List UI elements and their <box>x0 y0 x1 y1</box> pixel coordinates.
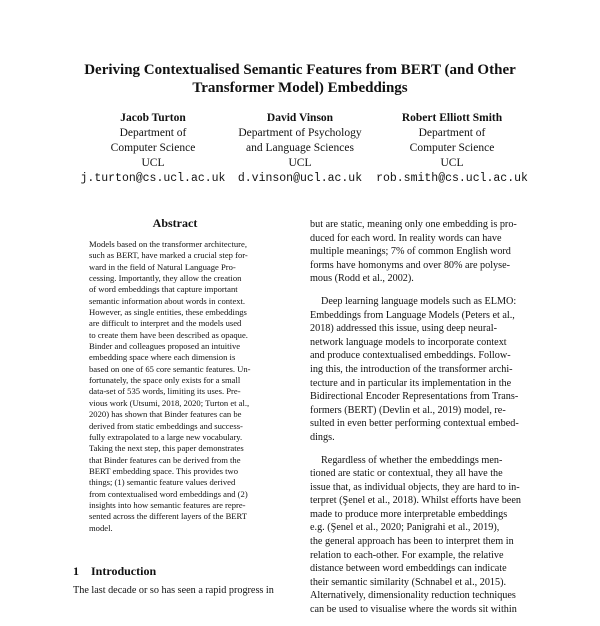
body-line: Deep learning language models such as ELMO: <box>321 295 517 307</box>
abstract-line: cessing. Importantly, they allow the creation <box>89 273 242 284</box>
body-line: e.g. (Şenel et al., 2020; Panigrahi et al., 2019), <box>310 522 500 534</box>
author-affiliation: Department of <box>119 127 187 139</box>
abstract-line: BERT embedding space. This provides two <box>89 465 239 476</box>
abstract-line: vious work (Utsumi, 2018, 2020; Turton et al., <box>89 397 250 408</box>
abstract-line: fully extrapolated to a large new vocabulary. <box>89 431 243 442</box>
abstract-line: model. <box>89 522 113 533</box>
body-line: ing this, the introduction of the transformer archi- <box>310 363 513 375</box>
paragraph <box>310 295 538 445</box>
abstract-line: 2020) has shown that Binder features can be <box>89 409 242 420</box>
body-line: distance between word embeddings can indicate <box>310 563 507 575</box>
abstract-heading: Abstract <box>152 216 198 230</box>
body-line: dings. <box>310 431 335 443</box>
body-line: made to produce more interpretable embeddings <box>310 508 508 520</box>
section-heading <box>73 564 273 578</box>
abstract-line: Binder and colleagues proposed an intuitive <box>89 341 241 352</box>
abstract-line: that Binder features can be derived from the <box>89 454 241 465</box>
body-line: terpret (Şenel et al., 2018). Whilst efforts have been <box>310 495 521 507</box>
author-name: Jacob Turton <box>120 112 186 124</box>
abstract-line: Taking the next step, this paper demonstrates <box>89 443 244 454</box>
abstract-body <box>89 239 279 534</box>
author-block <box>357 111 547 186</box>
body-line: Bidirectional Encoder Representations from Trans- <box>310 391 519 403</box>
body-line: and produce contextualised embeddings. Follow- <box>310 350 511 362</box>
body-line: tecture and in particular its implementation in the <box>310 377 512 389</box>
author-affiliation: Department of Psychology <box>238 127 362 139</box>
paragraph <box>310 454 538 617</box>
title-line: Deriving Contextualised Semantic Features from BERT (and Other <box>84 62 516 78</box>
abstract-line: to create them have been described as opaque. <box>89 329 248 340</box>
author-affiliation: UCL <box>141 157 165 169</box>
body-line: Regardless of whether the embeddings men- <box>321 454 503 466</box>
right-column-text <box>310 218 538 626</box>
abstract-line: things; (1) semantic feature values derived <box>89 477 236 488</box>
abstract-line: embedding space where each dimension is <box>89 352 236 363</box>
body-line: sulted in even better performing contextual embed- <box>310 418 519 430</box>
paper-title <box>70 61 530 97</box>
author-affiliation: and Language Sciences <box>246 142 354 154</box>
body-line: tioned are static or contextual, they all have the <box>310 468 503 480</box>
author-name: David Vinson <box>266 112 334 124</box>
body-line: Embeddings from Language Models (Peters et al., <box>310 309 515 321</box>
body-line: formers (BERT) (Devlin et al., 2019) model, re- <box>310 404 506 416</box>
author-affiliation: UCL <box>440 157 464 169</box>
author-email[interactable]: j.turton@cs.ucl.ac.uk <box>80 172 226 185</box>
body-line: duced for each word. In reality words can have <box>310 232 502 244</box>
body-line: but are static, meaning only one embedding is pro- <box>310 219 517 230</box>
author-affiliation: Computer Science <box>110 142 196 154</box>
author-affiliation: UCL <box>288 157 312 169</box>
author-email[interactable]: d.vinson@ucl.ac.uk <box>237 172 363 185</box>
body-line: Alternatively, dimensionality reduction techniques <box>310 590 516 602</box>
body-line: relation to each-other. For example, the relative <box>310 549 504 561</box>
abstract-line: are difficult to interpret and the models used <box>89 318 242 329</box>
body-line: can be used to visualise where the words sit within <box>310 604 517 616</box>
abstract-line: ward in the field of Natural Language Pro- <box>89 261 236 272</box>
abstract-line: based on one of 65 core semantic features. Un- <box>89 363 251 374</box>
body-line: mous (Rodd et al., 2002). <box>310 273 414 285</box>
body-line: issue that, as individual objects, they are hard to in- <box>310 481 520 493</box>
abstract-line: However, as single entities, these embeddings <box>89 307 247 318</box>
abstract-line: Models based on the transformer architecture, <box>89 239 247 249</box>
abstract-line: data-set of 535 words, limiting its uses. Pre- <box>89 386 241 397</box>
section-number: 1 <box>73 564 79 578</box>
author-affiliation: Computer Science <box>409 142 495 154</box>
body-line: network language models to incorporate context <box>310 336 507 348</box>
body-line: their semantic similarity (Schnabel et al., 2015). <box>310 576 507 588</box>
abstract-line: sented across the different layers of the BERT <box>89 511 248 522</box>
body-line: The last decade or so has seen a rapid progress in <box>73 585 274 596</box>
body-line: the general approach has been to interpret them in <box>310 536 514 548</box>
body-line: 2018) addressed this issue, using deep neural- <box>310 323 498 335</box>
abstract-line: semantic information about words in context. <box>89 295 246 306</box>
body-line: multiple meanings; 7% of common English word <box>310 246 511 258</box>
author-name: Robert Elliott Smith <box>401 112 503 124</box>
title-line: Transformer Model) Embeddings <box>192 80 408 96</box>
author-email[interactable]: rob.smith@cs.ucl.ac.uk <box>376 172 528 185</box>
author-affiliation: Department of <box>418 127 486 139</box>
paragraph <box>310 218 538 286</box>
introduction-body <box>73 584 298 598</box>
abstract-line: of word embeddings that capture important <box>89 284 238 295</box>
body-line: forms have homonyms and over 80% are polyse- <box>310 259 511 271</box>
abstract-line: such as BERT, have marked a crucial step for- <box>89 250 248 261</box>
abstract-line: from contextualised word embeddings and (2) <box>89 488 248 499</box>
abstract-line: derived from static embeddings and success- <box>89 420 243 431</box>
abstract-line: fortunately, the space only exists for a small <box>89 375 241 386</box>
section-title: Introduction <box>91 564 157 578</box>
abstract-line: insights into how semantic features are repre- <box>89 499 246 510</box>
